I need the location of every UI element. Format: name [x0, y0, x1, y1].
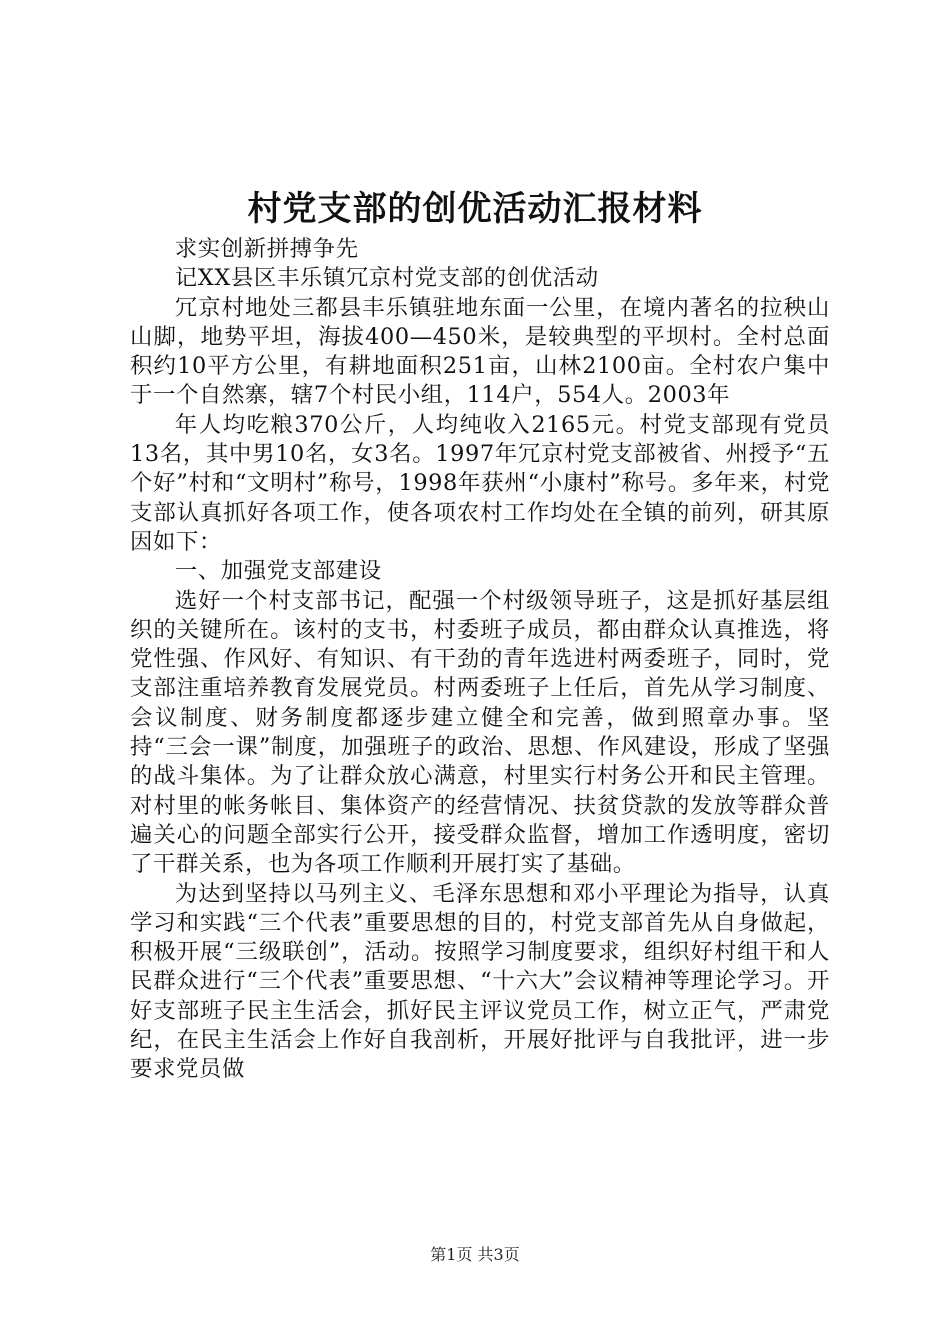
document-title: 村党支部的创优活动汇报材料 [247, 189, 703, 229]
body-paragraph: 年人均吃粮370公斤，人均纯收入2165元。村党支部现有党员13名，其中男10名，女3名。1997年冗京村党支部被省、州授予“五个好”村和“文明村”称号，1998年获州“小康村”称号。多年来，村党支部认真抓好各项工作，使各项农村工作均处在全镇的前列，研其原因如下： [130, 411, 830, 555]
body-paragraph: 选好一个村支部书记，配强一个村级领导班子，这是抓好基层组织的关键所在。该村的支书，村委班子成员，都由群众认真推选，将党性强、作风好、有知识、有干劲的青年选进村两委班子，同时，党支部注重培养教育发展党员。村两委班子上任后，首先从学习制度、会议制度、财务制度都逐步建立健全和完善，做到照章办事。坚持“三会一课”制度，加强班子的政治、思想、作风建设，形成了坚强的战斗集体。为了让群众放心满意，村里实行村务公开和民主管理。对村里的帐务帐目、集体资产的经营情况、扶贫贷款的发放等群众普遍关心的问题全部实行公开，接受群众监督，增加工作透明度，密切了干群关系，也为各项工作顺利开展打实了基础。 [130, 587, 830, 878]
body-paragraph: 为达到坚持以马列主义、毛泽东思想和邓小平理论为指导，认真学习和实践“三个代表”重要思想的目的，村党支部首先从自身做起，积极开展“三级联创”，活动。按照学习制度要求，组织好村组干和人民群众进行“三个代表”重要思想、“十六大”会议精神等理论学习。开好支部班子民主生活会，抓好民主评议党员工作，树立正气，严肃党纪，在民主生活会上作好自我剖析，开展好批评与自我批评，进一步要求党员做 [130, 880, 830, 1083]
body-paragraph: 冗京村地处三都县丰乐镇驻地东面一公里，在境内著名的拉秧山山脚，地势平坦，海拔400—450米，是较典型的平坝村。全村总面积约10平方公里，有耕地面积251亩，山林2100亩。全村农户集中于一个自然寨，辖7个村民小组，114户，554人。2003年 [130, 294, 830, 409]
document-body [130, 235, 830, 1085]
subtitle-line: 记XX县区丰乐镇冗京村党支部的创优活动 [174, 265, 599, 292]
subtitle-line: 求实创新拼搏争先 [174, 236, 359, 262]
page-footer: 第1页 共3页 [430, 1245, 520, 1264]
section-heading: 一、加强党支部建设 [174, 558, 382, 585]
